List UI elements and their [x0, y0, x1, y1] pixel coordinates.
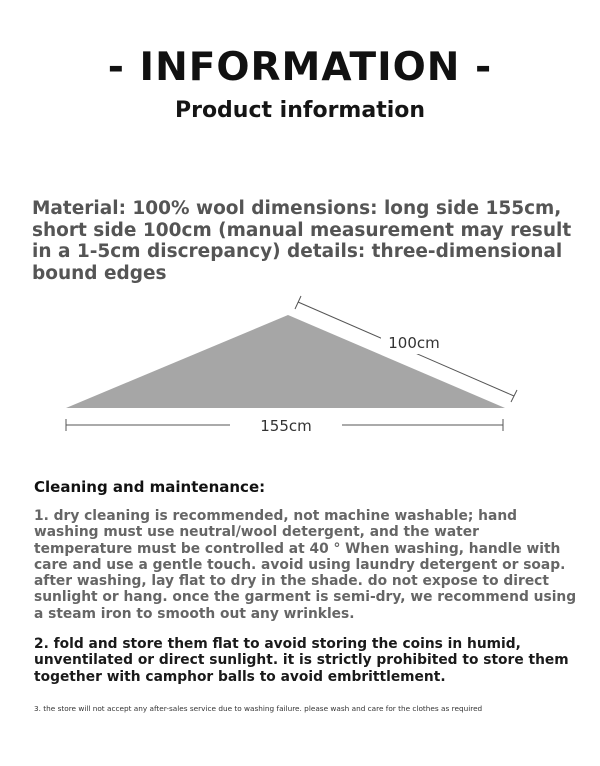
cleaning-step-2: 2. fold and store them flat to avoid storing the coins in humid, unventilated or direct sunlight. it is strictly prohibited to store them together with camphor balls to avoid embrittlement. — [34, 636, 569, 685]
shawl-triangle-shape — [66, 315, 505, 408]
cleaning-heading: Cleaning and maintenance: — [34, 478, 266, 496]
page-subtitle: Product information — [174, 98, 426, 123]
shawl-dimension-diagram — [0, 285, 600, 445]
cleaning-step-3: 3. the store will not accept any after-sales service due to washing failure. please wash and care for the clothes as required — [34, 704, 483, 713]
short-side-label: 100cm — [388, 334, 440, 352]
page-title: - INFORMATION - — [107, 45, 493, 90]
material-description: Material: 100% wool dimensions: long side 155cm, short side 100cm (manual measurement may result in a 1-5cm discrepancy) details: three-dimensional bound edges — [32, 198, 572, 284]
cleaning-step-1: 1. dry cleaning is recommended, not machine washable; hand washing must use neutral/wool detergent, and the water temperature must be controlled at 40 ° When washing, handle with care and use a gentle touch. avoid using laundry detergent or soap. after washing, lay flat to dry in the shade. do not expose to direct sunlight or hang. once the garment is semi-dry, we recommend using a steam iron to smooth out any wrinkles. — [34, 508, 577, 622]
long-side-label: 155cm — [260, 417, 312, 435]
short-side-measure-tick-end — [511, 390, 517, 402]
